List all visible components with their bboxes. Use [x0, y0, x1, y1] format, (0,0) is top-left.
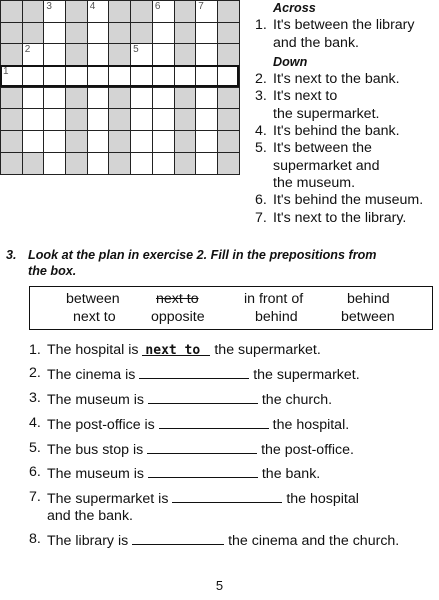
crossword-cell[interactable] — [87, 0, 109, 22]
sentence-text: The post-office is — [47, 416, 159, 433]
crossword-cell — [174, 152, 196, 174]
sentence-number: 5. — [29, 439, 41, 456]
clue-across-1 — [255, 17, 439, 52]
crossword-cell — [217, 87, 239, 109]
sentence-number: 3. — [29, 389, 41, 406]
clue-text: the supermarket. — [273, 105, 380, 122]
sentence-text: the hospital — [282, 491, 359, 508]
clue-number: 4. — [255, 123, 267, 140]
clue-number: 1 — [3, 66, 9, 78]
crossword-cell — [174, 87, 196, 109]
crossword-cell[interactable] — [65, 65, 87, 87]
crossword-cell — [0, 22, 22, 44]
crossword-cell — [217, 130, 239, 152]
crossword-cell[interactable] — [87, 130, 109, 152]
crossword-cell[interactable] — [130, 152, 152, 174]
crossword-cell — [65, 43, 87, 65]
crossword-cell[interactable] — [195, 152, 217, 174]
crossword-cell[interactable] — [43, 43, 65, 65]
sentence-text: The bus stop is — [47, 441, 148, 458]
clue-text: It's next to — [273, 88, 338, 105]
clue-number: 7. — [255, 209, 267, 226]
crossword-cell — [130, 22, 152, 44]
crossword-grid — [0, 0, 240, 175]
crossword-cell[interactable] — [152, 43, 174, 65]
crossword-cell[interactable] — [22, 43, 44, 65]
crossword-cell — [108, 152, 130, 174]
crossword-cell[interactable] — [152, 108, 174, 130]
crossword-cell — [108, 87, 130, 109]
crossword-cell — [108, 43, 130, 65]
crossword-cell[interactable] — [43, 22, 65, 44]
crossword-cell — [22, 0, 44, 22]
crossword-cell — [108, 130, 130, 152]
clue-number: 3. — [255, 88, 267, 105]
crossword-cell[interactable] — [22, 87, 44, 109]
crossword-cell — [0, 152, 22, 174]
crossword-cell[interactable] — [43, 0, 65, 22]
sentence-text: the church. — [257, 391, 333, 408]
word-box-item: in front of — [244, 291, 304, 307]
word-box-item: next to — [73, 309, 116, 325]
crossword-cell — [65, 130, 87, 152]
crossword-cell — [65, 152, 87, 174]
crossword-cell — [217, 108, 239, 130]
page-number: 5 — [215, 578, 224, 593]
crossword-cell[interactable] — [217, 65, 239, 87]
word-box-item: between — [341, 309, 395, 325]
crossword-cell[interactable] — [130, 87, 152, 109]
crossword-cell[interactable] — [152, 130, 174, 152]
sentence-number: 6. — [29, 464, 41, 481]
crossword-cell[interactable] — [130, 130, 152, 152]
sentence-text: The museum is — [47, 391, 148, 408]
clue-text: and the bank. — [273, 34, 359, 51]
exercise-number: 3. — [6, 248, 17, 262]
crossword-cell[interactable] — [195, 22, 217, 44]
crossword-cell — [0, 108, 22, 130]
crossword-cell[interactable] — [195, 130, 217, 152]
crossword-cell — [217, 152, 239, 174]
crossword-cell — [65, 22, 87, 44]
sentence-text: the hospital. — [268, 416, 350, 433]
sentence-item — [29, 531, 439, 550]
sentence-item — [29, 390, 439, 409]
answer-blank[interactable]: next to — [142, 342, 210, 356]
clue-text: It's behind the museum. — [273, 192, 424, 209]
crossword-cell[interactable] — [43, 130, 65, 152]
clue-text: It's next to the library. — [273, 209, 407, 226]
word-box-item: behind — [255, 309, 298, 325]
sentence-number: 4. — [29, 414, 41, 431]
crossword-cell[interactable] — [130, 65, 152, 87]
sentence-item — [29, 415, 439, 434]
sentence-text: The museum is — [47, 466, 148, 483]
exercise-instruction — [6, 248, 431, 279]
clue-down-2 — [255, 71, 439, 88]
clue-number: 4 — [89, 1, 96, 12]
sentence-number: 2. — [29, 364, 41, 381]
crossword-cell — [217, 22, 239, 44]
clue-text: It's behind the bank. — [273, 123, 400, 140]
crossword-cell[interactable] — [108, 65, 130, 87]
clue-number: 2. — [255, 71, 267, 88]
clue-number: 5 — [133, 44, 139, 56]
sentence-text: the cinema and the church. — [224, 533, 400, 550]
answer-blank[interactable] — [132, 531, 224, 545]
crossword-cell[interactable] — [152, 65, 174, 87]
crossword-cell — [65, 87, 87, 109]
clue-number: 5. — [255, 140, 267, 157]
answer-blank[interactable] — [148, 390, 258, 404]
word-box-item: behind — [347, 291, 390, 307]
sentence-text: The library is — [47, 533, 133, 550]
crossword-cell — [108, 0, 130, 22]
clue-number: 6 — [154, 1, 161, 12]
sentence-item — [29, 365, 439, 384]
sentence-text: The supermarket is — [47, 491, 173, 508]
crossword-cell — [22, 152, 44, 174]
clue-text: It's between the library — [273, 17, 415, 34]
clue-down-3 — [255, 88, 439, 123]
sentence-item — [29, 342, 439, 359]
clue-text: supermarket and — [273, 157, 380, 174]
sentence-number: 7. — [29, 489, 41, 506]
across-heading: Across — [273, 1, 316, 15]
answer-blank[interactable] — [139, 365, 249, 379]
crossword-cell — [217, 43, 239, 65]
crossword-cell[interactable] — [152, 87, 174, 109]
clue-down-5 — [255, 140, 439, 192]
crossword-cell[interactable] — [43, 108, 65, 130]
word-box — [29, 286, 433, 330]
clue-text: the museum. — [273, 174, 356, 191]
crossword-cell — [0, 87, 22, 109]
sentence-text: the post-office. — [257, 441, 354, 458]
down-heading: Down — [273, 54, 308, 69]
crossword-cell — [108, 22, 130, 44]
clue-number: 1. — [255, 17, 267, 34]
crossword-cell — [108, 108, 130, 130]
sentence-number: 1. — [29, 342, 41, 358]
crossword-cell[interactable] — [152, 152, 174, 174]
crossword-cell[interactable] — [43, 87, 65, 109]
crossword-cell — [130, 0, 152, 22]
crossword-cell[interactable] — [87, 22, 109, 44]
crossword-cell — [174, 22, 196, 44]
answer-blank[interactable] — [147, 440, 257, 454]
crossword-cell — [217, 0, 239, 22]
clue-number: 2 — [24, 44, 31, 56]
crossword-cell[interactable] — [87, 152, 109, 174]
crossword-cell — [174, 130, 196, 152]
crossword-cell — [22, 22, 44, 44]
sentence-text: the supermarket. — [249, 366, 360, 383]
crossword-cell — [174, 108, 196, 130]
crossword-cell[interactable] — [130, 108, 152, 130]
crossword-cell[interactable] — [87, 108, 109, 130]
crossword-cell[interactable] — [22, 130, 44, 152]
crossword-cell — [0, 130, 22, 152]
crossword-cell — [65, 108, 87, 130]
instruction-line: the box. — [28, 263, 77, 278]
crossword-cell[interactable] — [87, 65, 109, 87]
crossword-cell[interactable] — [22, 108, 44, 130]
sentence-number: 8. — [29, 531, 41, 548]
clue-number: 7 — [198, 1, 204, 12]
crossword-cell[interactable] — [174, 65, 196, 87]
crossword-cell — [0, 43, 22, 65]
clue-number: 6. — [255, 192, 267, 209]
crossword-cell[interactable] — [195, 0, 217, 22]
crossword-cell — [65, 0, 87, 22]
clue-text: It's between the — [273, 140, 372, 157]
crossword-cell[interactable] — [195, 108, 217, 130]
crossword-cell[interactable] — [43, 152, 65, 174]
crossword-cell[interactable] — [43, 65, 65, 87]
crossword-cell — [174, 43, 196, 65]
sentence-text: the bank. — [257, 466, 321, 483]
crossword-cell[interactable] — [0, 65, 22, 87]
word-box-item: between — [66, 291, 120, 307]
crossword-cell — [0, 0, 22, 22]
answer-blank[interactable] — [172, 489, 282, 503]
crossword-cell[interactable] — [152, 0, 174, 22]
sentence-text: the supermarket. — [210, 342, 321, 358]
sentence-item — [29, 464, 439, 483]
crossword-cell[interactable] — [195, 43, 217, 65]
sentence-text: and the bank. — [47, 508, 133, 525]
crossword-cell — [174, 0, 196, 22]
crossword-cell[interactable] — [130, 43, 152, 65]
sentence-text: The cinema is — [47, 366, 140, 383]
word-box-item: opposite — [151, 309, 205, 325]
crossword-cell[interactable] — [195, 87, 217, 109]
clues-panel — [255, 0, 439, 227]
answer-blank[interactable] — [148, 464, 258, 478]
crossword-cell[interactable] — [87, 87, 109, 109]
sentence-item — [29, 440, 439, 459]
crossword-cell[interactable] — [152, 22, 174, 44]
sentence-list — [29, 342, 439, 556]
clue-number: 3 — [46, 1, 52, 12]
clue-down-6 — [255, 192, 439, 209]
crossword-cell[interactable] — [195, 65, 217, 87]
instruction-line: Look at the plan in exercise 2. Fill in the prepositions from — [28, 248, 377, 262]
sentence-text: The hospital is — [47, 342, 143, 358]
crossword-cell[interactable] — [87, 43, 109, 65]
clue-down-4 — [255, 123, 439, 140]
sentence-item — [29, 489, 439, 525]
answer-blank[interactable] — [159, 415, 269, 429]
clue-text: It's next to the bank. — [273, 71, 400, 88]
clue-down-7 — [255, 210, 439, 227]
crossword-cell[interactable] — [22, 65, 44, 87]
word-box-item-used: next to — [156, 291, 199, 307]
